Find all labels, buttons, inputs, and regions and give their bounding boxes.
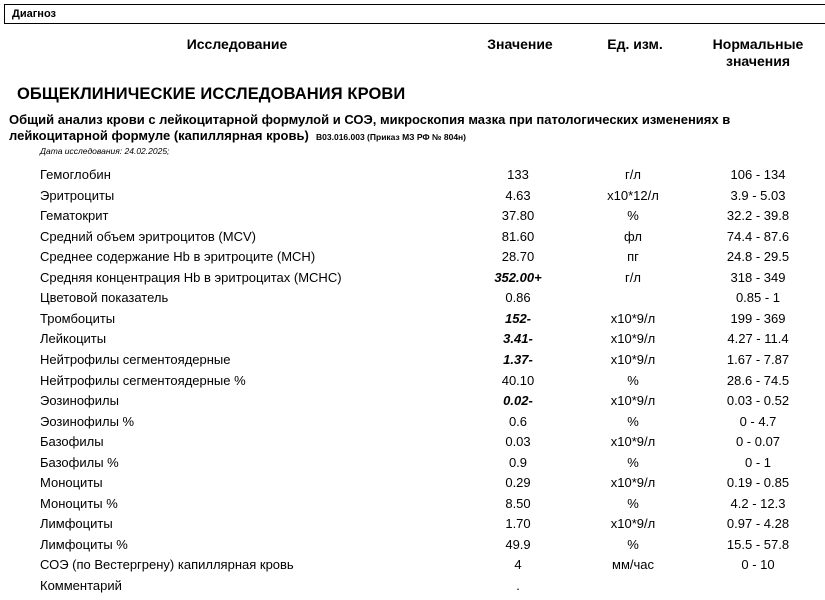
result-norm: 15.5 - 57.8 [726, 536, 790, 552]
result-name: Цветовой показатель [40, 290, 169, 306]
result-name: Лимфоциты [40, 516, 113, 532]
result-norm: 318 - 349 [730, 269, 786, 285]
result-unit: % [627, 536, 639, 552]
result-unit: % [627, 208, 639, 224]
column-header-value: Значение [487, 36, 553, 52]
column-header-norm-line2: значения [726, 53, 790, 69]
result-unit: % [627, 454, 639, 470]
result-value: 49.9 [505, 536, 531, 552]
result-value: 352.00+ [494, 269, 542, 285]
result-unit: г/л [625, 167, 641, 182]
result-name: Тромбоциты [40, 310, 116, 326]
result-norm: 0 - 4.7 [739, 413, 777, 429]
result-unit: % [627, 413, 639, 429]
result-norm: 199 - 369 [730, 310, 786, 326]
table-row [0, 412, 825, 432]
result-norm: 28.6 - 74.5 [726, 372, 790, 388]
result-name: Средний объем эритроцитов (MCV) [40, 228, 256, 244]
result-name: Эозинофилы [40, 393, 119, 409]
table-row [0, 268, 825, 288]
result-unit: пг [627, 249, 639, 265]
result-norm: 0 - 0.07 [735, 434, 781, 450]
result-value: 152- [504, 310, 532, 326]
table-row [0, 309, 825, 329]
result-name: Лейкоциты [40, 331, 107, 347]
table-row [0, 350, 825, 370]
table-row [0, 227, 825, 247]
section-title: ОБЩЕКЛИНИЧЕСКИЕ ИССЛЕДОВАНИЯ КРОВИ [17, 85, 406, 103]
result-unit: x10*9/л [610, 516, 656, 532]
result-value: 0.86 [505, 290, 531, 306]
result-unit: x10*12/л [607, 187, 659, 203]
result-unit: г/л [625, 269, 641, 285]
test-title-line2-text: лейкоцитарной формуле (капиллярная кровь) [9, 128, 309, 143]
table-row [0, 555, 825, 575]
result-value: 8.50 [505, 495, 531, 511]
result-value: 1.37- [503, 351, 533, 367]
column-header-unit: Ед. изм. [607, 36, 663, 52]
table-row [0, 535, 825, 555]
table-row [0, 514, 825, 534]
result-value: 4.63 [505, 187, 531, 203]
table-row [0, 453, 825, 473]
result-value: 0.03 [505, 434, 531, 450]
result-value: 81.60 [501, 228, 535, 244]
result-unit: x10*9/л [610, 310, 656, 326]
result-name: Нейтрофилы сегментоядерные % [40, 372, 246, 388]
result-value: 37.80 [501, 208, 535, 224]
study-date: Дата исследования: 24.02.2025; [40, 146, 170, 156]
result-norm: 3.9 - 5.03 [730, 187, 786, 203]
result-value: 3.41- [503, 331, 533, 347]
result-name: Эозинофилы % [40, 413, 135, 429]
table-row [0, 206, 825, 226]
result-name: Нейтрофилы сегментоядерные [40, 351, 231, 367]
result-norm: 4.2 - 12.3 [730, 495, 786, 511]
result-name: Базофилы % [40, 454, 119, 470]
result-unit: фл [624, 228, 642, 244]
result-value: 1.70 [505, 516, 531, 532]
table-row [0, 432, 825, 452]
result-unit: % [627, 495, 639, 511]
result-name: Лимфоциты % [40, 536, 128, 552]
result-norm: 1.67 - 7.87 [726, 351, 790, 367]
result-value: 0.9 [508, 454, 528, 470]
result-name: Среднее содержание Hb в эритроците (MCH) [40, 249, 316, 265]
table-row [0, 288, 825, 308]
result-unit: x10*9/л [610, 434, 656, 450]
result-name: Эритроциты [40, 187, 115, 203]
result-norm: 0.19 - 0.85 [726, 475, 790, 491]
result-norm: 0.03 - 0.52 [726, 393, 790, 409]
test-title-line1: Общий анализ крови с лейкоцитарной формулой и СОЭ, микроскопия мазка при патологических изменениях в [9, 112, 731, 127]
result-norm: 0.97 - 4.28 [726, 516, 790, 532]
table-row [0, 329, 825, 349]
result-norm: 106 - 134 [730, 167, 786, 182]
result-norm: 0 - 1 [744, 454, 771, 470]
result-name: Моноциты [40, 475, 103, 491]
result-name: Моноциты % [40, 495, 118, 511]
result-name: Комментарий [40, 578, 122, 593]
table-row [0, 371, 825, 391]
table-row [0, 391, 825, 411]
test-code: B03.016.003 (Приказ МЗ РФ № 804н) [316, 132, 467, 142]
result-norm: 4.27 - 11.4 [727, 331, 789, 347]
table-row [0, 186, 825, 206]
table-row [0, 494, 825, 514]
result-unit: x10*9/л [610, 393, 656, 409]
result-norm: 0 - 10 [741, 557, 775, 573]
result-value: . [516, 578, 520, 593]
diagnosis-label: Диагноз [12, 8, 56, 20]
result-unit: % [627, 372, 639, 388]
result-name: Средняя концентрация Hb в эритроцитах (MCHC) [40, 269, 342, 285]
diagnosis-box [4, 4, 825, 24]
column-header-norm-line1: Нормальные [712, 36, 804, 52]
result-value: 4 [514, 557, 522, 573]
result-value: 28.70 [501, 249, 535, 265]
result-value: 0.02- [503, 393, 533, 409]
result-value: 0.29 [505, 475, 531, 491]
result-name: СОЭ (по Вестергрену) капиллярная кровь [40, 557, 294, 573]
result-value: 40.10 [501, 372, 535, 388]
result-name: Базофилы [40, 434, 104, 450]
table-row [0, 247, 825, 267]
result-value: 0.6 [508, 413, 528, 429]
result-unit: x10*9/л [610, 351, 656, 367]
result-unit: x10*9/л [610, 331, 656, 347]
table-row [0, 576, 825, 596]
result-norm: 24.8 - 29.5 [726, 249, 790, 265]
test-title [9, 112, 825, 145]
column-header-study: Исследование [186, 36, 288, 52]
result-unit: x10*9/л [610, 475, 656, 491]
result-norm: 0.85 - 1 [735, 290, 781, 306]
result-name: Гематокрит [40, 208, 109, 224]
column-header-norm [696, 36, 820, 70]
result-unit: мм/час [612, 557, 654, 573]
result-value: 133 [507, 167, 529, 182]
table-row [0, 165, 825, 185]
test-title-line2 [9, 128, 825, 145]
result-name: Гемоглобин [40, 167, 111, 182]
result-norm: 74.4 - 87.6 [726, 228, 790, 244]
table-row [0, 473, 825, 493]
result-norm: 32.2 - 39.8 [726, 208, 790, 224]
